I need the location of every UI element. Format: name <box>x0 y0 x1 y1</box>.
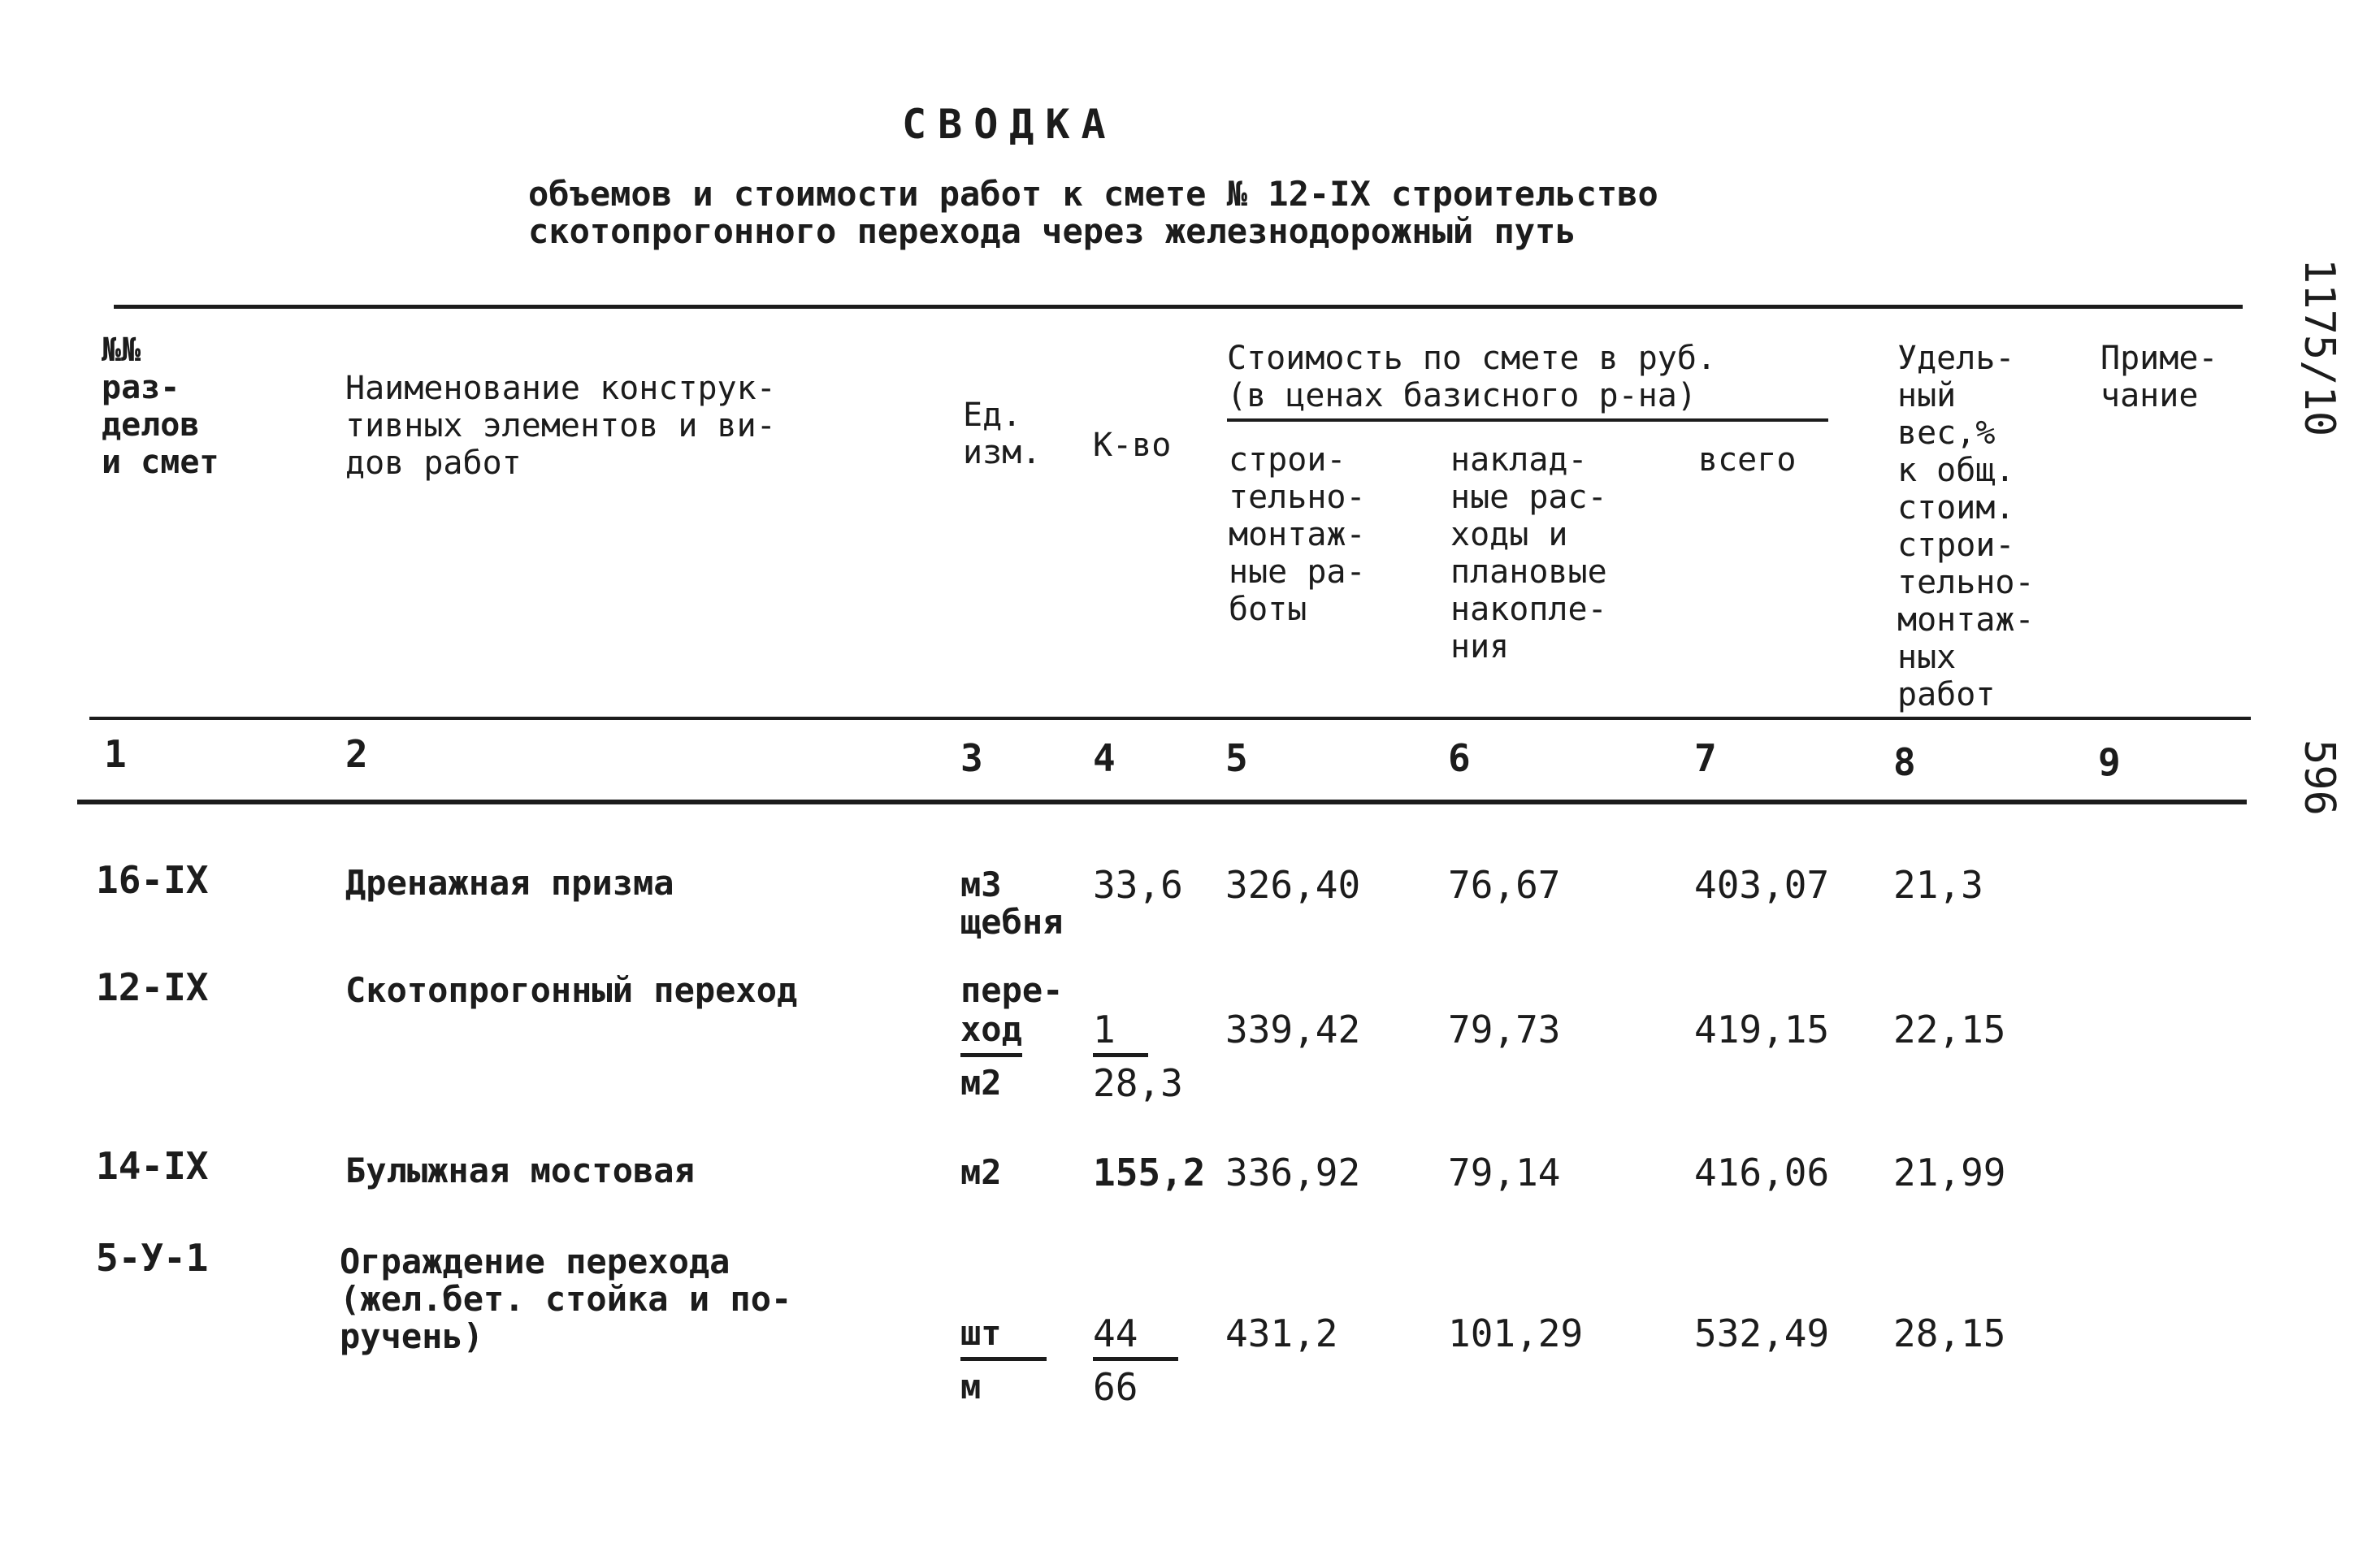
row-1-overhead: 76,67 <box>1448 863 1561 907</box>
row-2-quantity-numerator: 1 <box>1093 1011 1148 1057</box>
row-3-quantity: 155,2 <box>1093 1151 1206 1194</box>
row-1-share: 21,3 <box>1893 863 1983 907</box>
row-2-unit-top: пере- <box>960 970 1064 1010</box>
header-cost-group: Стоимость по смете в руб. (в ценах базисного р-на) <box>1227 340 1717 414</box>
column-number-5: 5 <box>1225 736 1248 780</box>
row-1-unit: м3 щебня <box>960 865 1064 942</box>
column-number-7: 7 <box>1694 736 1717 780</box>
header-quantity: К-во <box>1093 427 1172 464</box>
column-number-2: 2 <box>345 732 368 776</box>
row-2-overhead: 79,73 <box>1448 1008 1561 1051</box>
subtitle-line-1: объемов и стоимости работ к смете № 12-IX строительство <box>528 174 1658 214</box>
row-2-quantity-denominator: 28,3 <box>1093 1061 1183 1105</box>
column-number-6: 6 <box>1448 736 1471 780</box>
row-2-unit-numerator: ход <box>960 1011 1022 1057</box>
row-3-name: Булыжная мостовая <box>345 1151 695 1190</box>
column-number-3: 3 <box>960 736 983 780</box>
archive-number: 1175/10 <box>2295 258 2343 437</box>
header-share: Удель- ный вес,% к общ. стоим. строи- тельно- монтаж- ных работ <box>1897 340 2035 713</box>
document-title: СВОДКА <box>902 101 1117 148</box>
row-2-name: Скотопрогонный переход <box>345 970 798 1010</box>
header-section-number: №№ раз- делов и смет <box>102 332 219 481</box>
row-4-total: 532,49 <box>1694 1311 1830 1355</box>
header-total: всего <box>1698 441 1797 479</box>
table-top-rule <box>114 305 2243 309</box>
header-bottom-rule <box>89 717 2251 720</box>
column-numbers-rule <box>77 800 2247 804</box>
row-2-total: 419,15 <box>1694 1008 1830 1051</box>
row-1-quantity: 33,6 <box>1093 863 1183 907</box>
row-1-total: 403,07 <box>1694 863 1830 907</box>
column-number-1: 1 <box>104 732 127 776</box>
row-4-overhead: 101,29 <box>1448 1311 1584 1355</box>
header-construction-works: строи- тельно- монтаж- ные ра- боты <box>1229 441 1366 628</box>
cost-group-rule <box>1227 418 1828 422</box>
row-4-share: 28,15 <box>1893 1311 2006 1355</box>
page-number: 596 <box>2295 739 2343 816</box>
header-overhead: наклад- ные рас- ходы и плановые накопле- ния <box>1450 441 1607 665</box>
row-3-construction-cost: 336,92 <box>1225 1151 1361 1194</box>
row-4-construction-cost: 431,2 <box>1225 1311 1338 1355</box>
row-1-construction-cost: 326,40 <box>1225 863 1361 907</box>
row-2-code: 12-IX <box>96 965 209 1009</box>
subtitle-line-2: скотопрогонного перехода через железнодорожный путь <box>528 211 1576 251</box>
column-number-9: 9 <box>2098 740 2121 784</box>
row-3-overhead: 79,14 <box>1448 1151 1561 1194</box>
row-4-unit-denominator: м <box>960 1367 982 1407</box>
row-1-name: Дренажная призма <box>345 863 674 903</box>
row-4-unit-numerator: шт <box>960 1315 1047 1361</box>
row-1-code: 16-IX <box>96 858 209 902</box>
row-2-construction-cost: 339,42 <box>1225 1008 1361 1051</box>
row-4-quantity-numerator: 44 <box>1093 1315 1178 1361</box>
row-2-unit-denominator: м2 <box>960 1063 1002 1103</box>
header-item-name: Наименование конструк- тивных элементов и ви- дов работ <box>345 370 776 482</box>
row-4-code: 5-У-1 <box>96 1236 209 1280</box>
header-note: Приме- чание <box>2100 340 2218 414</box>
row-2-share: 22,15 <box>1893 1008 2006 1051</box>
column-number-8: 8 <box>1893 740 1916 784</box>
row-4-quantity-denominator: 66 <box>1093 1365 1138 1409</box>
row-3-code: 14-IX <box>96 1144 209 1188</box>
header-unit: Ед. изм. <box>963 397 1042 471</box>
row-3-share: 21,99 <box>1893 1151 2006 1194</box>
column-number-4: 4 <box>1093 736 1116 780</box>
row-3-total: 416,06 <box>1694 1151 1830 1194</box>
row-3-unit: м2 <box>960 1152 1002 1192</box>
row-4-name: Ограждение перехода (жел.бет. стойка и по- ручень) <box>340 1242 792 1356</box>
